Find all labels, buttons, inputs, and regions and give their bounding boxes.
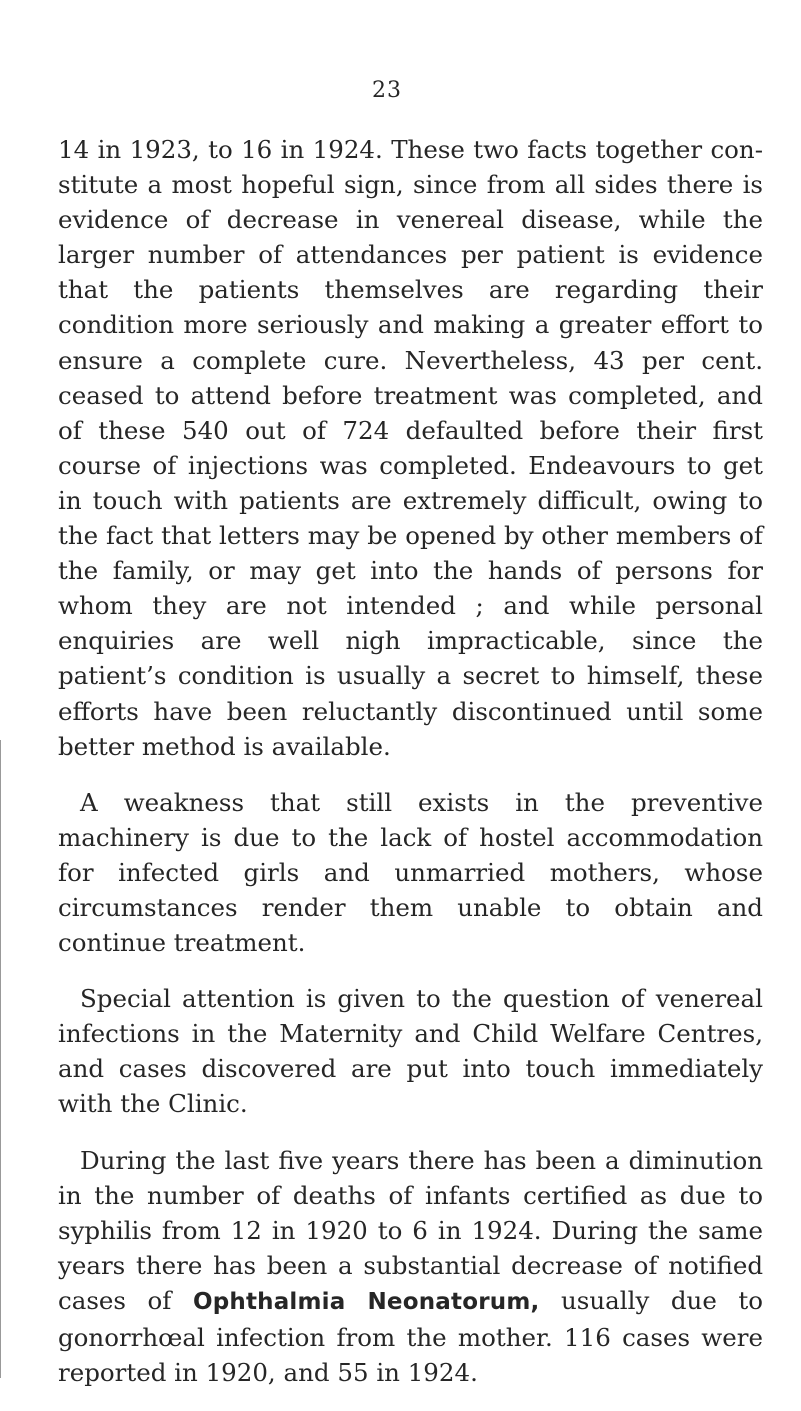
paragraph-hostel-accommodation: A weakness that still exists in the preventive machinery is due to the lack of hostel accommodation for infected girls and unmarried mothers, whose circumstances render them unable to obtain and continue treatment.	[58, 787, 763, 958]
ophthalmia-neonatorum-term: Ophthalmia Neonatorum,	[192, 1288, 540, 1315]
paragraph-infant-deaths	[58, 1143, 763, 1391]
paragraph-maternity-centres: Special attention is given to the question of venereal infections in the Maternity and Child Welfare Centres, and cases discovered are put into touch immediately with the Clinic.	[58, 984, 763, 1119]
binding-edge-line	[0, 740, 1, 1378]
paragraph-treatment-defaults: 14 in 1923, to 16 in 1924. These two facts together constitute a most hopeful sign, since from all sides there is evidence of decrease in venereal disease, while the larger number of attendances per patient is evidence that the patients themselves are regarding their condition more seriously and making a greater effort to ensure a complete cure. Nevertheless, 43 per cent. ceased to attend before treatment was completed, and of these 540 out of 724 defaulted before their first course of injections was completed. Endeavours to get in touch with patients are extremely difficult, owing to the fact that letters may be opened by other members of the family, or may get into the hands of persons for whom they are not intended ; and while personal enquiries are well nigh impracticable, since the patient’s condition is usually a secret to himself, these efforts have been reluctantly discontinued until some better method is available.	[58, 135, 763, 761]
paragraph-text-after: usually due to gonorrhœal infection from the mother. 116 cases were reported in 1920, and 55 in 1924.	[58, 1285, 763, 1388]
body-text	[58, 132, 763, 1411]
page-number: 23	[372, 78, 402, 103]
paragraph-text-before: During the last five years there has been a diminution in the number of deaths of infants certified as due to syphilis from 12 in 1920 to 6 in 1924. During the same years there has been a substantial decrease of notified cases of	[58, 1145, 763, 1315]
